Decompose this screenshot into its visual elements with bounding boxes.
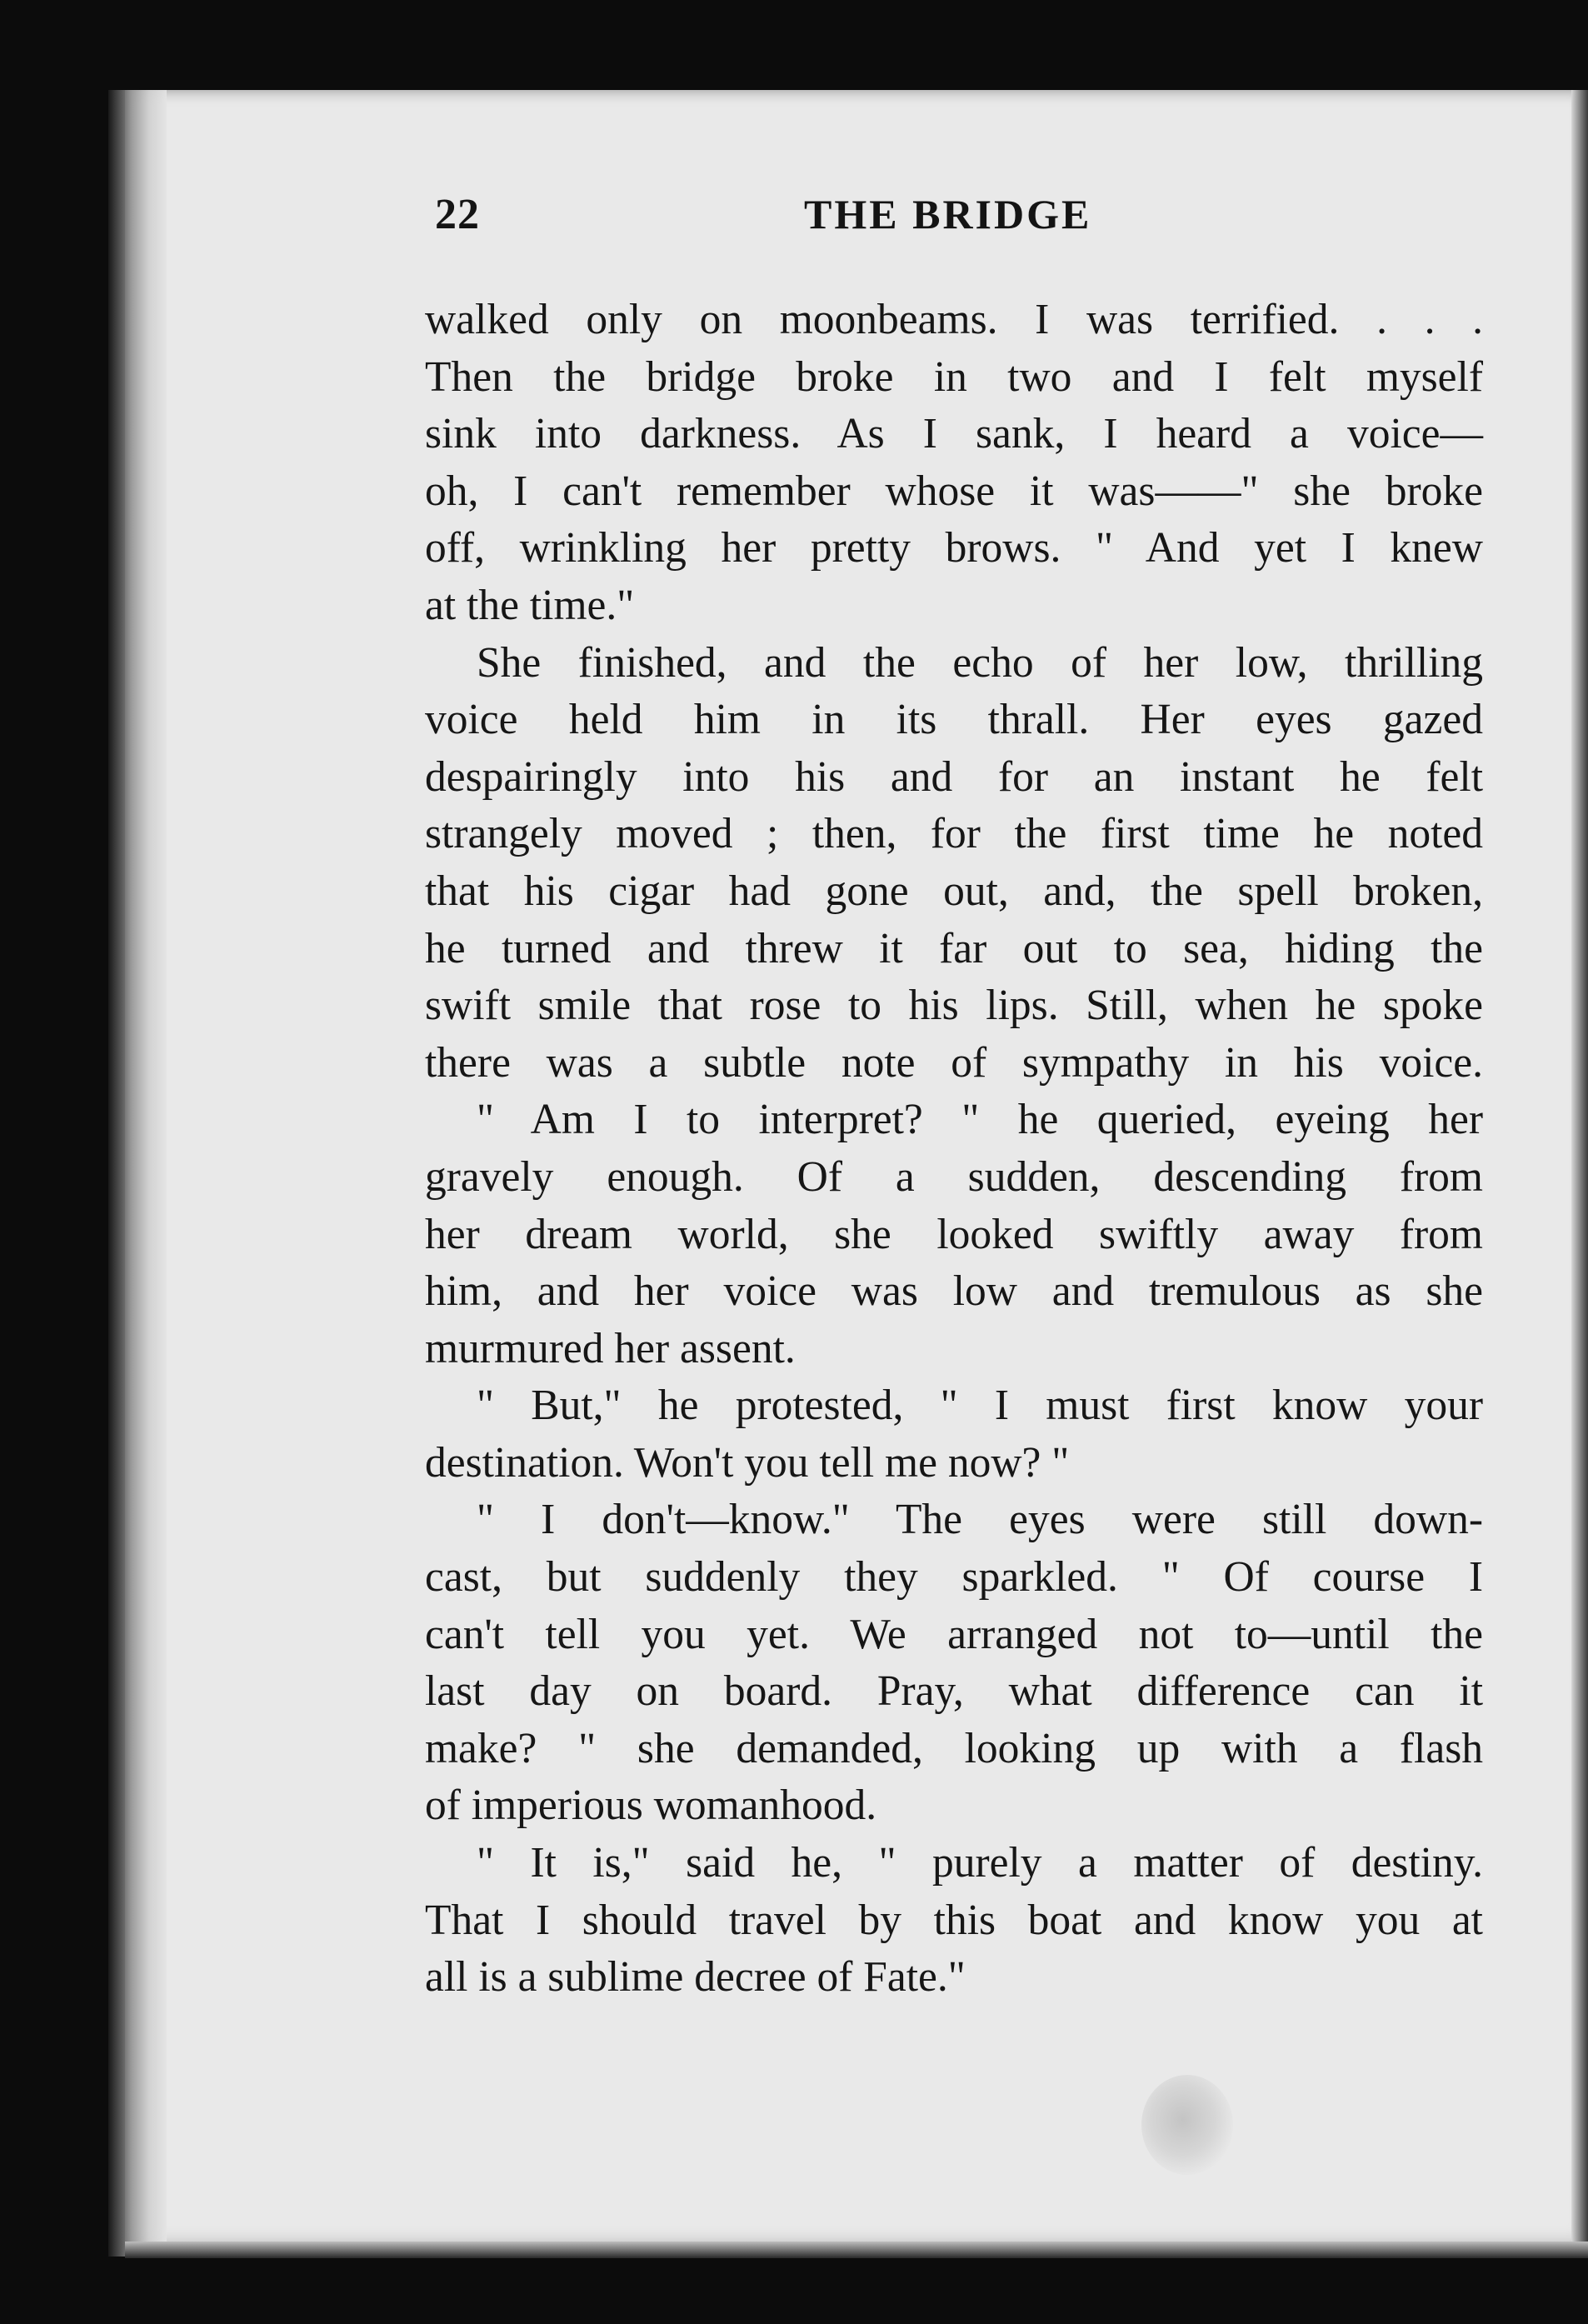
text-line: cast, but suddenly they sparkled. " Of course I xyxy=(425,1553,1483,1602)
text-line: " It is," said he, " purely a matter of destiny. xyxy=(477,1839,1483,1887)
page-bottom-edge xyxy=(125,2242,1588,2258)
text-line: Then the bridge broke in two and I felt myself xyxy=(425,352,1483,401)
text-line: him, and her voice was low and tremulous as she xyxy=(425,1267,1483,1316)
text-line: at the time." xyxy=(425,581,635,629)
text-line: " But," he protested, " I must first know your xyxy=(477,1382,1483,1430)
text-line: voice held him in its thrall. Her eyes gazed xyxy=(425,696,1483,744)
text-line: strangely moved ; then, for the first time he noted xyxy=(425,810,1483,858)
page-number: 22 xyxy=(435,191,480,238)
text-line: all is a sublime decree of Fate." xyxy=(425,1953,966,2002)
text-line: destination. Won't you tell me now? " xyxy=(425,1438,1070,1487)
text-line: of imperious womanhood. xyxy=(425,1782,877,1830)
book-binding-edge xyxy=(108,90,167,2257)
page-header xyxy=(0,190,1588,257)
text-line: " Am I to interpret? " he queried, eyeing her xyxy=(477,1096,1483,1144)
text-line: despairingly into his and for an instant he felt xyxy=(425,752,1483,801)
page-right-edge xyxy=(1571,90,1588,2257)
text-line: sink into darkness. As I sank, I heard a voice— xyxy=(425,410,1483,458)
text-line: can't tell you yet. We arranged not to—until the xyxy=(425,1610,1483,1658)
text-line: her dream world, she looked swiftly away from xyxy=(425,1210,1483,1258)
running-head: THE BRIDGE xyxy=(804,191,1092,237)
text-line: that his cigar had gone out, and, the spell broken, xyxy=(425,867,1483,915)
text-line: She finished, and the echo of her low, thrilling xyxy=(477,638,1483,687)
text-line: That I should travel by this boat and know you at xyxy=(425,1896,1483,1944)
body-text xyxy=(425,292,1483,2007)
text-line: make? " she demanded, looking up with a flash xyxy=(425,1724,1483,1772)
text-line: there was a subtle note of sympathy in his voice. xyxy=(425,1038,1483,1087)
paper-stain xyxy=(1141,2075,1233,2175)
text-line: swift smile that rose to his lips. Still, when he spoke xyxy=(425,982,1483,1030)
text-line: off, wrinkling her pretty brows. " And yet I knew xyxy=(425,524,1483,572)
text-line: last day on board. Pray, what difference can it xyxy=(425,1667,1483,1716)
text-line: gravely enough. Of a sudden, descending from xyxy=(425,1152,1483,1201)
text-line: murmured her assent. xyxy=(425,1324,796,1372)
text-line: he turned and threw it far out to sea, hiding the xyxy=(425,924,1483,972)
text-line: oh, I can't remember whose it was——" she broke xyxy=(425,467,1483,515)
text-line: " I don't—know." The eyes were still down- xyxy=(477,1496,1483,1544)
text-line: walked only on moonbeams. I was terrified. . . . xyxy=(425,296,1483,343)
